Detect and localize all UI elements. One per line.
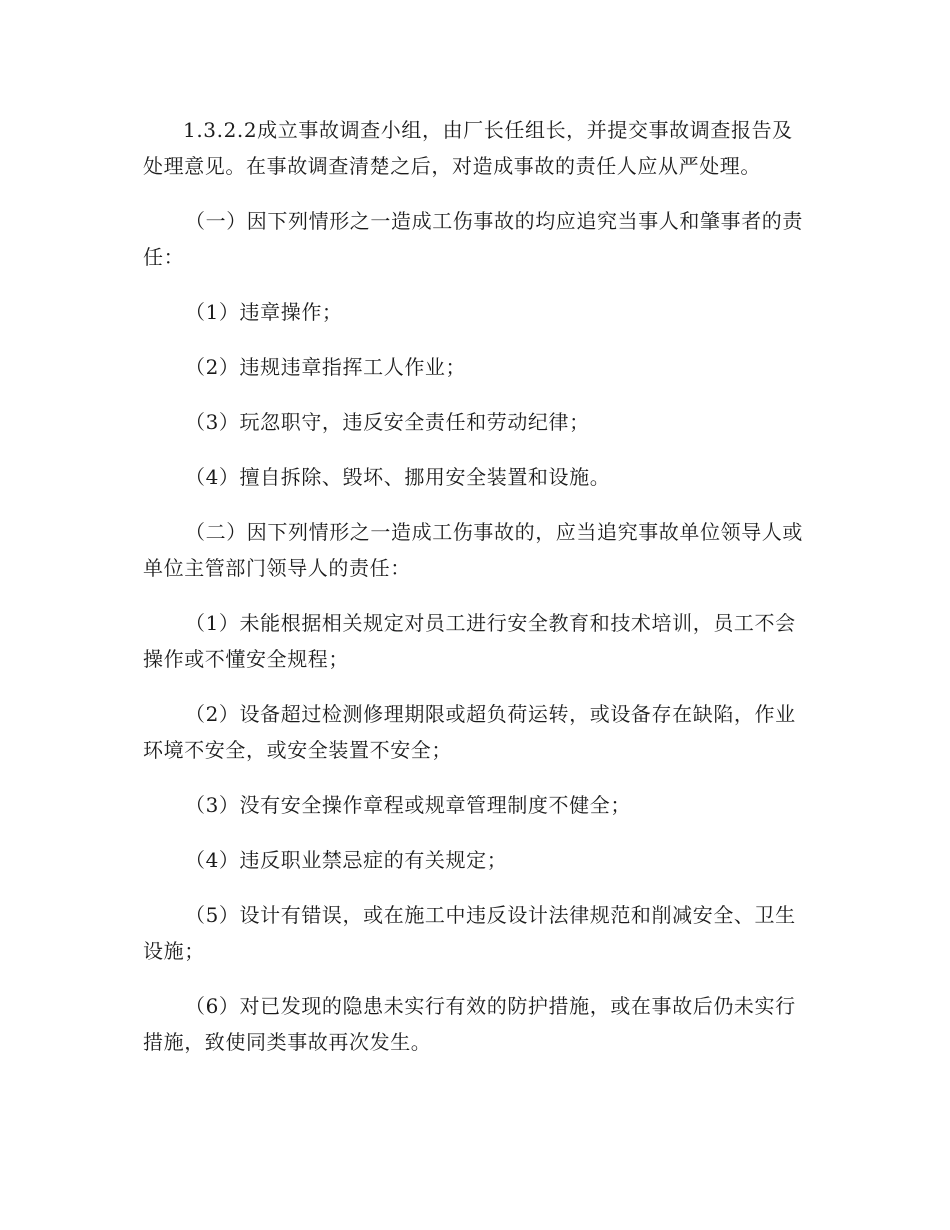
list-item: （2）违规违章指挥工人作业； bbox=[185, 355, 467, 379]
document-body bbox=[143, 112, 813, 1079]
list-item: （3）玩忽职守，违反安全责任和劳动纪律； bbox=[185, 410, 590, 434]
list-item: （6）对已发现的隐患未实行有效的防护措施，或在事故后仍未实行措施，致使同类事故再次发生。 bbox=[143, 994, 796, 1054]
paragraph-section-two-heading: （二）因下列情形之一造成工伤事故的，应当追究事故单位领导人或单位主管部门领导人的责任： bbox=[143, 520, 803, 580]
paragraph-investigation-team: 1.3.2.2成立事故调查小组，由厂长任组长，并提交事故调查报告及处理意见。在事故调查清楚之后，对造成事故的责任人应从严处理。 bbox=[143, 118, 793, 178]
paragraph-section-one-heading: （一）因下列情形之一造成工伤事故的均应追究当事人和肇事者的责任： bbox=[143, 209, 803, 269]
list-item: （1）违章操作； bbox=[185, 300, 343, 324]
list-item: （3）没有安全操作章程或规章管理制度不健全； bbox=[185, 793, 631, 817]
list-item: （5）设计有错误，或在施工中违反设计法律规范和削减安全、卫生设施； bbox=[143, 903, 796, 963]
list-item: （2）设备超过检测修理期限或超负荷运转，或设备存在缺陷，作业环境不安全，或安全装置不安全； bbox=[143, 702, 796, 762]
list-item: （4）擅自拆除、毁坏、挪用安全装置和设施。 bbox=[185, 465, 611, 489]
list-item: （4）违反职业禁忌症的有关规定； bbox=[185, 848, 508, 872]
list-item: （1）未能根据相关规定对员工进行安全教育和技术培训，员工不会操作或不懂安全规程； bbox=[143, 611, 796, 671]
